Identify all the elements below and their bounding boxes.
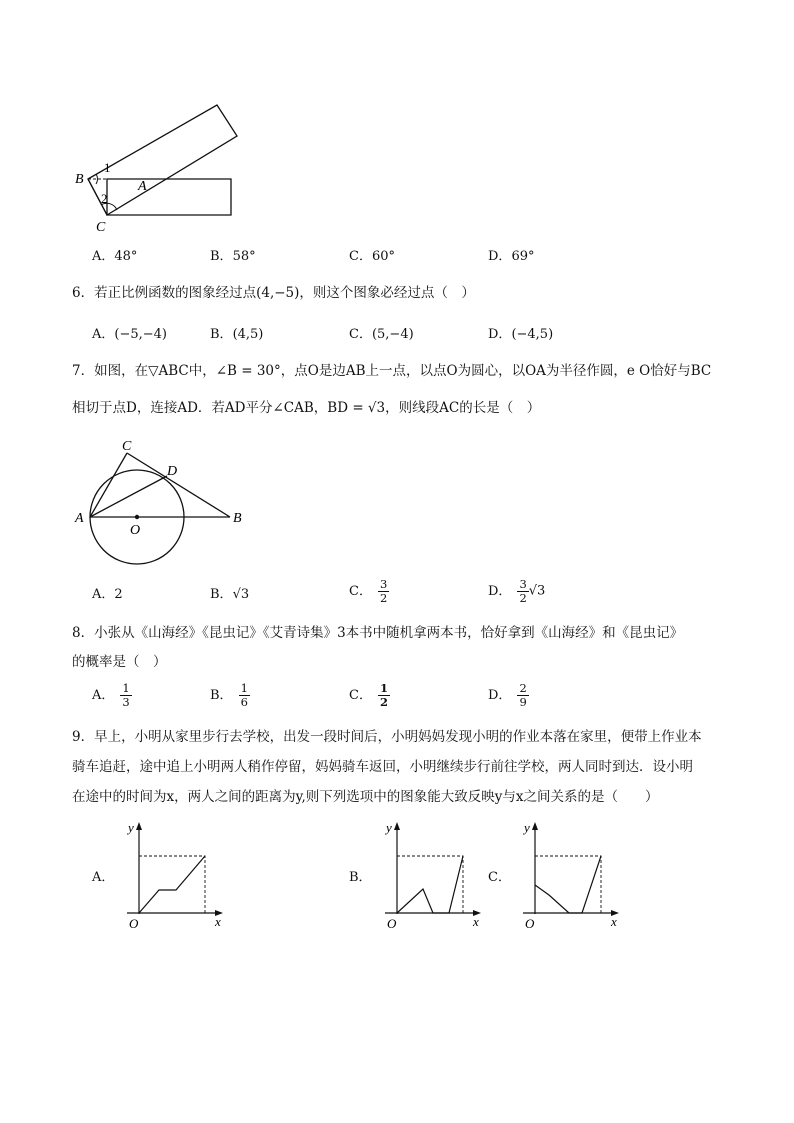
option-text: 60° <box>371 249 395 264</box>
label-c: C <box>122 439 132 454</box>
fraction <box>120 682 131 709</box>
y-label: y <box>128 820 134 835</box>
q9-stem-line1: 9．早上，小明从家里步行去学校，出发一段时间后，小明妈妈发现小明的作业本落在家里，便带上作业本 <box>72 729 702 745</box>
fraction <box>517 578 528 605</box>
y-arrow-icon <box>136 822 142 830</box>
denominator: 2 <box>379 591 388 605</box>
q8-stem-line2: 的概率是（ ） <box>72 654 167 670</box>
q6-stem: 6．若正比例函数的图象经过点(4,−5)，则这个图象必经过点（ ） <box>72 285 475 301</box>
y-arrow-icon <box>532 822 538 830</box>
q8-option-b[interactable] <box>210 682 250 709</box>
q6-option-d[interactable] <box>488 326 553 344</box>
horizontal-strip <box>107 179 231 215</box>
numerator: 3 <box>519 577 527 591</box>
q5-option-a[interactable] <box>92 248 137 266</box>
q6-option-c[interactable] <box>349 326 414 344</box>
q8-option-a[interactable] <box>92 682 132 709</box>
x-label: x <box>215 914 221 929</box>
q6-option-b[interactable] <box>210 326 263 344</box>
option-text: (−5,−4) <box>114 327 167 342</box>
option-letter: B． <box>210 249 233 264</box>
y-arrow-icon <box>394 822 400 830</box>
q6-option-a[interactable] <box>92 326 167 344</box>
center-dot <box>135 515 139 519</box>
option-letter: A． <box>92 327 115 342</box>
label-d: D <box>167 464 178 479</box>
option-letter: B． <box>210 587 233 602</box>
q7-option-c[interactable] <box>349 578 389 605</box>
graph-curve <box>535 856 601 913</box>
graph-curve <box>397 856 463 913</box>
segment-cb <box>127 453 230 517</box>
q7-stem-line2: 相切于点D，连接AD．若AD平分∠CAB，BD = √3，则线段AC的长是（ ） <box>72 400 541 416</box>
denominator: 3 <box>122 695 130 709</box>
denominator: 2 <box>379 695 388 709</box>
q9-option-b-letter[interactable]: B． <box>349 870 372 885</box>
option-letter: A． <box>92 587 115 602</box>
q9-stem-line2: 骑车追赶，途中追上小明两人稍作停留，妈妈骑车返回，小明继续步行前往学校，两人同时到达．设小明 <box>72 759 693 775</box>
y-label: y <box>524 820 530 835</box>
q5-option-b[interactable] <box>210 248 256 266</box>
q7-figure <box>70 434 260 574</box>
option-letter: D． <box>488 688 512 703</box>
denominator: 2 <box>519 591 527 605</box>
numerator: 1 <box>240 681 248 695</box>
option-text: √3 <box>232 587 250 602</box>
option-text: 48° <box>114 249 138 264</box>
q9-option-a-letter[interactable]: A． <box>92 870 115 885</box>
numerator: 3 <box>379 577 388 591</box>
option-letter: C． <box>349 327 372 342</box>
option-text: 69° <box>511 249 535 264</box>
option-letter: C． <box>349 249 372 264</box>
option-text: (5,−4) <box>371 327 414 342</box>
fraction <box>378 578 389 605</box>
option-text: (−4,5) <box>511 327 554 342</box>
q9-graph-a[interactable] <box>115 818 230 930</box>
denominator: 6 <box>240 695 248 709</box>
q9-stem-line3: 在途中的时间为x，两人之间的距离为y,则下列选项中的图象能大致反映y与x之间关系的是（ ） <box>72 789 659 805</box>
denominator: 9 <box>519 695 527 709</box>
q7-option-a[interactable] <box>92 586 123 604</box>
q7-stem-line1: 7．如图，在▽ABC中，∠B = 30°，点O是边AB上一点，以点O为圆心，以OA为半径作圆，e O恰好与BC <box>72 363 712 379</box>
option-letter: C． <box>349 584 372 599</box>
q9-graph-b[interactable] <box>373 818 488 930</box>
label-angle1: 1 <box>104 160 111 175</box>
option-letter: D． <box>488 327 512 342</box>
label-b: B <box>75 172 84 187</box>
q5-option-c[interactable] <box>349 248 395 266</box>
option-letter: D． <box>488 249 512 264</box>
option-text: 2 <box>114 587 123 602</box>
option-text: 58° <box>232 249 256 264</box>
fraction <box>239 682 250 709</box>
numerator: 1 <box>379 681 388 695</box>
q9-option-c-letter[interactable]: C． <box>488 870 511 885</box>
fraction <box>517 682 528 709</box>
q5-figure <box>70 100 250 240</box>
x-label: x <box>611 914 617 929</box>
option-letter: C． <box>349 688 372 703</box>
q8-stem-line1: 8．小张从《山海经》《昆虫记》《艾青诗集》3本书中随机拿两本书，恰好拿到《山海经》和《昆虫记》 <box>72 625 684 641</box>
option-letter: A． <box>92 688 115 703</box>
origin-label: O <box>387 916 397 930</box>
label-c: C <box>96 220 106 235</box>
q7-option-d[interactable] <box>488 578 545 605</box>
option-suffix: √3 <box>528 583 546 599</box>
q8-option-d[interactable] <box>488 682 529 709</box>
label-angle2: 2 <box>101 191 108 206</box>
q8-option-c[interactable] <box>349 682 390 709</box>
q9-graph-c[interactable] <box>511 818 626 930</box>
x-label: x <box>473 914 479 929</box>
q7-option-b[interactable] <box>210 586 249 604</box>
label-b: B <box>233 511 242 526</box>
numerator: 1 <box>122 681 130 695</box>
label-a: A <box>75 511 84 526</box>
numerator: 2 <box>519 681 527 695</box>
option-letter: A． <box>92 249 115 264</box>
option-text: (4,5) <box>232 327 264 342</box>
angle1-arc <box>96 174 98 184</box>
guide-lines <box>139 856 205 913</box>
label-o: O <box>130 523 141 538</box>
option-letter: D． <box>488 584 512 599</box>
option-letter: B． <box>210 327 233 342</box>
q5-option-d[interactable] <box>488 248 534 266</box>
label-a: A <box>138 179 147 194</box>
option-letter: B． <box>210 688 233 703</box>
origin-label: O <box>129 916 139 930</box>
y-label: y <box>386 820 392 835</box>
fraction <box>378 682 390 709</box>
graph-curve <box>139 856 205 913</box>
origin-label: O <box>525 916 535 930</box>
